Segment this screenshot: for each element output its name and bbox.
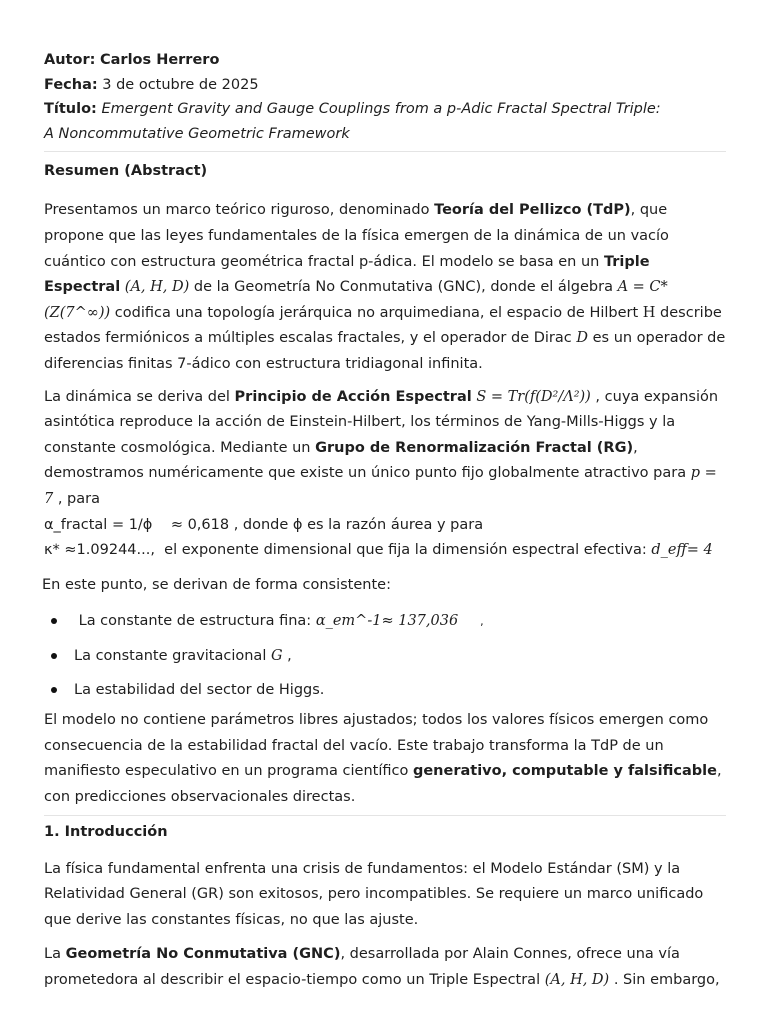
math-g: G [270, 648, 283, 665]
bold-term-tdp: Teoría del Pellizco (TdP) [434, 202, 631, 219]
text: El modelo no contiene parámetros libres ajustados; todos los valores físicos emergen como consecuencia de la estabilidad fractal del vacío. Este trabajo transforma la TdP de un manifiesto especulativo en un programa científico [44, 712, 709, 780]
document-meta [44, 48, 726, 146]
derived-constants-list [44, 604, 726, 707]
math-triple: (A, H, D) [544, 972, 610, 989]
intro-paragraph-2 [44, 942, 726, 993]
text: La constante de estructura fina: [78, 613, 316, 630]
math-alpha-em: α_em^-1≈ 137,036 [315, 613, 459, 630]
date-value: 3 de octubre de 2025 [102, 76, 259, 93]
author-line [44, 48, 726, 73]
divider [44, 151, 726, 152]
list-item [44, 639, 726, 673]
bold-term-action: Principio de Acción Espectral [234, 388, 472, 405]
intro-paragraph-1: La física fundamental enfrenta una crisis de fundamentos: el Modelo Estándar (SM) y la Relatividad General (GR) son exitosos, pero incompatibles. Se requiere un marco unificado que derive las constantes físicas, no que las ajuste. [44, 860, 704, 928]
text: ≈ 0,618 , donde ϕ es la razón áurea y para [170, 516, 484, 533]
math-hilbert: H [642, 304, 656, 321]
text: es un operador de diferencias finitas 7-ádico con estructura tridiagonal infinita. [44, 330, 726, 372]
text: , con predicciones observacionales directas. [44, 763, 722, 806]
math-algebra: A = C*(Z(7^∞)) [44, 279, 668, 321]
math-triple: (A, H, D) [124, 279, 190, 296]
text: La constante gravitacional [74, 648, 271, 665]
author-label: Autor: [44, 52, 96, 68]
list-item [44, 673, 726, 707]
text: , cuya expansión asintótica reproduce la acción de Einstein-Hilbert, los términos de Yang-Mills-Higgs y la constante cosmológica. Mediante un [44, 388, 719, 456]
math-action: S = Tr(f(D²/Λ²)) [476, 388, 591, 405]
title-line-2 [44, 122, 726, 147]
document-page [44, 48, 726, 994]
text: , que propone que las leyes fundamentales de la física emergen de la dinámica de un vacío cuántico con estructura geométrica fractal p-ádica. El modelo se basa en un [44, 202, 669, 270]
list-item [44, 604, 726, 639]
intro-heading: 1. Introducción [44, 823, 168, 840]
alpha-fractal: α_fractal = 1/ϕ [44, 516, 153, 533]
divider [44, 815, 726, 816]
kappa-value: κ* ≈1.09244..., [44, 542, 155, 559]
bold-term-gnc: Geometría No Conmutativa (GNC) [65, 946, 341, 963]
author-name: Carlos Herrero [100, 52, 220, 68]
text: . Sin embargo, [609, 972, 720, 989]
math-p7: p = 7 [44, 465, 717, 507]
text: , para [53, 490, 100, 507]
bullet-icon [51, 687, 57, 693]
text: Presentamos un marco teórico riguroso, denominado [44, 202, 435, 219]
text: La dinámica se deriva del [44, 388, 235, 405]
title-text-2: A Noncommutative Geometric Framework [44, 125, 350, 142]
title-line [44, 97, 726, 122]
abstract-paragraph-3: En este punto, se derivan de forma consistente: [42, 576, 391, 593]
text: , [476, 615, 484, 629]
title-label: Título: [44, 101, 97, 118]
math-dirac: D [576, 330, 588, 347]
text: La estabilidad del sector de Higgs. [74, 682, 325, 699]
text: de la Geometría No Conmutativa (GNC), donde el álgebra [189, 279, 618, 296]
abstract-paragraph-1 [44, 198, 726, 377]
text: describe estados fermiónicos a múltiples escalas fractales, y el operador de Dirac [44, 304, 722, 347]
math-deff: d_eff= 4 [651, 542, 713, 559]
date-line [44, 73, 726, 98]
bullet-icon [51, 653, 57, 659]
date-label: Fecha: [44, 76, 98, 93]
text: codifica una topología jerárquica no arquimediana, el espacio de Hilbert [110, 304, 643, 321]
abstract-paragraph-4 [44, 708, 726, 810]
abstract-paragraph-2 [44, 385, 726, 564]
text: , [282, 648, 292, 665]
abstract-heading: Resumen (Abstract) [44, 163, 208, 180]
bullet-icon [51, 618, 57, 624]
text: , demostramos numéricamente que existe un único punto fijo globalmente atractivo para [44, 439, 691, 482]
text: el exponente dimensional que fija la dimensión espectral efectiva: [164, 542, 652, 559]
title-text-1: Emergent Gravity and Gauge Couplings from a p-Adic Fractal Spectral Triple: [101, 101, 661, 118]
bold-term-rg: Grupo de Renormalización Fractal (RG) [315, 439, 634, 456]
text: La [44, 946, 66, 963]
bold-term-triple: Triple Espectral [44, 253, 650, 296]
text: , desarrollada por Alain Connes, ofrece una vía prometedora al describir el espacio-tiempo como un Triple Espectral [44, 946, 680, 989]
bold-term-falsifiable: generativo, computable y falsificable [412, 763, 717, 780]
